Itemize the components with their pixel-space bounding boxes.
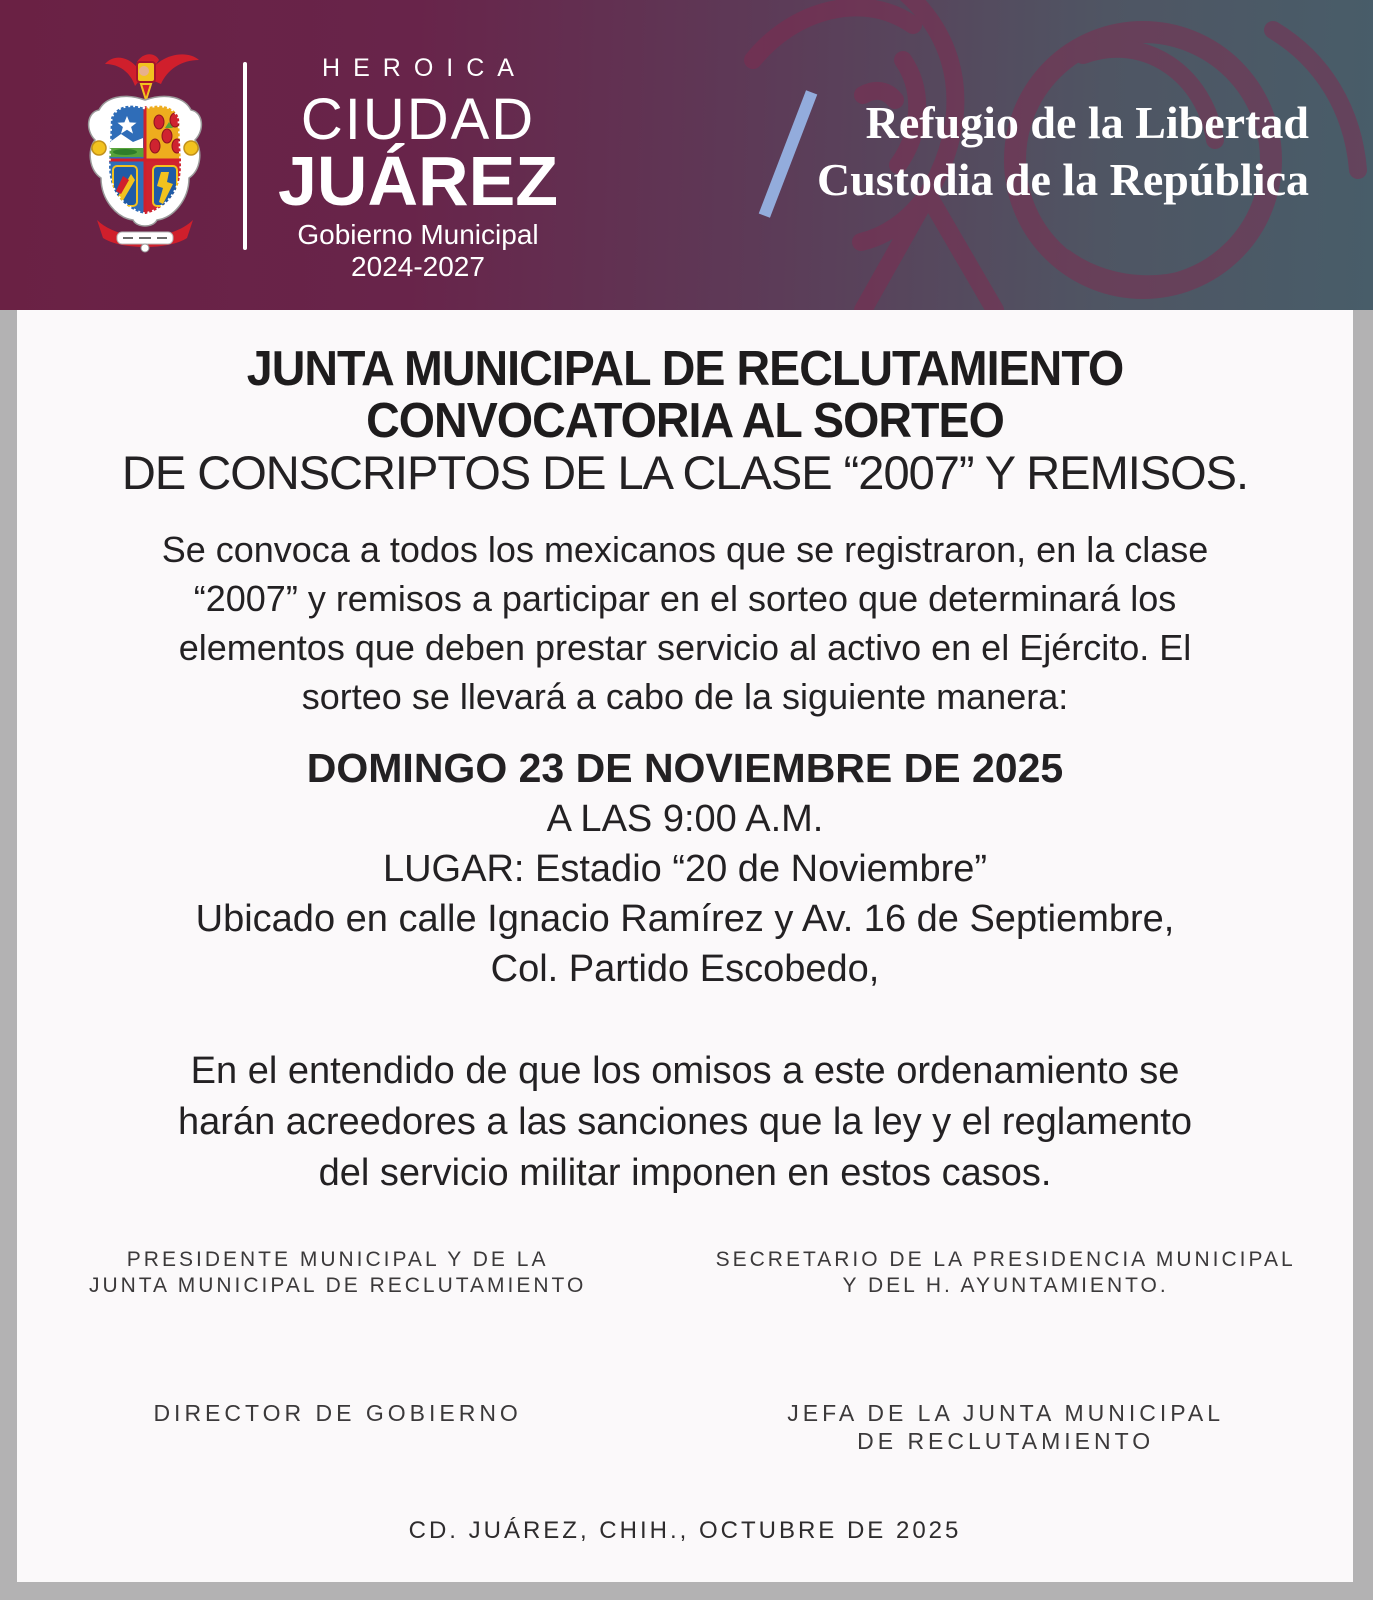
- intro-line: Se convoca a todos los mexicanos que se registraron, en la clase: [161, 529, 1209, 570]
- signatory-title-line: JUNTA MUNICIPAL DE RECLUTAMIENTO: [88, 1274, 587, 1297]
- signature-row-1: [17, 1247, 1353, 1299]
- intro-paragraph: [17, 525, 1353, 721]
- motto-line1: Refugio de la Libertad: [865, 97, 1309, 148]
- city-coat-of-arms-icon: [83, 48, 207, 258]
- title-line1: JUNTA MUNICIPAL DE RECLUTAMIENTO: [246, 342, 1124, 396]
- brand-divider: [243, 62, 247, 250]
- warning-paragraph: [17, 1046, 1353, 1199]
- signature-row-2: [17, 1399, 1353, 1455]
- intro-line: sorteo se llevará a cabo de la siguiente manera:: [301, 676, 1069, 717]
- document-subtitle: DE CONSCRIPTOS DE LA CLASE “2007” Y REMISOS.: [121, 446, 1249, 499]
- motto-line2: Custodia de la República: [816, 154, 1309, 205]
- event-details: [17, 742, 1353, 994]
- header-banner: [0, 0, 1373, 310]
- signatory-title-line: DE RECLUTAMIENTO: [857, 1428, 1155, 1454]
- event-date: DOMINGO 23 DE NOVIEMBRE DE 2025: [306, 745, 1064, 791]
- signatory-presidente: [17, 1247, 658, 1299]
- wordmark-ciudad: CIUDAD: [300, 87, 536, 152]
- event-time: A LAS 9:00 A.M.: [546, 798, 824, 840]
- announcement-card: [17, 310, 1353, 1582]
- warning-line: del servicio militar imponen en estos casos.: [318, 1152, 1052, 1194]
- wordmark-gobierno: Gobierno Municipal 2024-2027: [297, 219, 539, 282]
- event-address-line2: Col. Partido Escobedo,: [490, 948, 880, 990]
- title-line2: CONVOCATORIA AL SORTEO: [366, 394, 1004, 448]
- warning-line: En el entendido de que los omisos a este ordenamiento se: [190, 1050, 1180, 1092]
- signatory-title-line: SECRETARIO DE LA PRESIDENCIA MUNICIPAL: [715, 1248, 1296, 1271]
- signatory-director: [17, 1399, 658, 1455]
- wordmark-juarez: JUÁREZ: [278, 142, 559, 220]
- signatory-title-line: Y DEL H. AYUNTAMIENTO.: [842, 1274, 1169, 1297]
- document-title: [50, 343, 1319, 447]
- event-address-line1: Ubicado en calle Ignacio Ramírez y Av. 16 de Septiembre,: [195, 898, 1175, 940]
- intro-line: elementos que deben prestar servicio al activo en el Ejército. El: [178, 627, 1192, 668]
- signatory-title-line: DIRECTOR DE GOBIERNO: [153, 1400, 522, 1426]
- signatory-jefa: [658, 1399, 1353, 1455]
- wordmark-heroica: HEROICA: [322, 54, 527, 82]
- signatory-secretario: [658, 1247, 1353, 1299]
- event-place: LUGAR: Estadio “20 de Noviembre”: [382, 848, 988, 890]
- city-motto: [817, 94, 1309, 208]
- city-wordmark: [278, 54, 558, 283]
- document-dateline: CD. JUÁREZ, CHIH., OCTUBRE DE 2025: [408, 1517, 962, 1544]
- signatory-title-line: JEFA DE LA JUNTA MUNICIPAL: [787, 1400, 1224, 1426]
- signatory-title-line: PRESIDENTE MUNICIPAL Y DE LA: [126, 1248, 549, 1271]
- intro-line: “2007” y remisos a participar en el sorteo que determinará los: [193, 578, 1177, 619]
- warning-line: harán acreedores a las sanciones que la ley y el reglamento: [178, 1101, 1192, 1143]
